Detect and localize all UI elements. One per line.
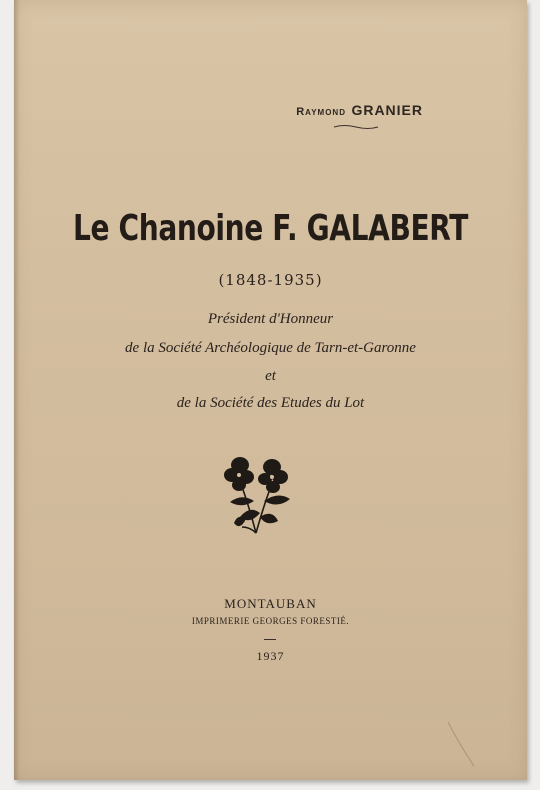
subtitle-line-4: de la Société des Etudes du Lot [176,395,365,411]
subtitle-line-2: de la Société Archéologique de Tarn-et-Garonne [125,340,416,356]
booklet-cover [14,0,527,780]
flourish-ornament [332,124,380,130]
separator-rule [264,639,276,640]
page-title: Le Chanoine F. GALABERT [72,208,468,249]
publication-year: 1937 [256,649,285,663]
pansy-flower-icon [220,447,298,537]
subtitle-line-1: Président d'Honneur [207,311,334,327]
printer-name: IMPRIMERIE GEORGES FORESTIÉ. [191,616,350,626]
publication-city: MONTAUBAN [224,596,317,611]
author-name [296,102,423,120]
author-last-name: GRANIER [351,102,423,118]
paper-crease [444,720,484,770]
life-dates: (1848-1935) [218,271,323,289]
author-first-name: Raymond [296,106,346,118]
subtitle-line-3: et [265,368,276,384]
